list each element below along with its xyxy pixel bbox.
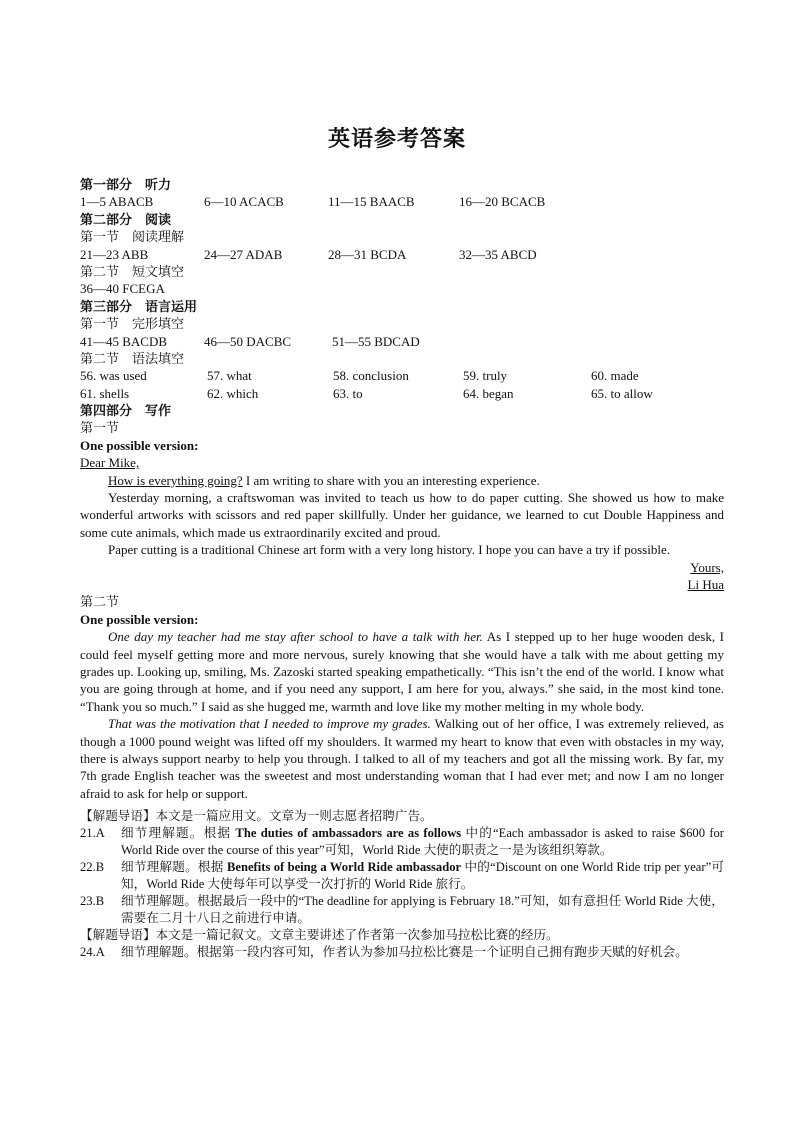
explanations [80, 808, 724, 961]
story-text: As I stepped up to her huge wooden desk, I could feel myself getting more and more nervous, surely knowing that she would have a talk with me about getting my grades up. Looking up, smiling, Ms. Zazoski started speaking empathetically. “This isn’t the end of the world. I know what you are going through at home, and if you need any support, I am here for you, always.” she said, in the most kind tone. “Thank you so much.” I said as she hugged me, warmth and love like my mother melting in my whole body. [80, 629, 724, 714]
explanation-item [80, 859, 724, 893]
explanation-text: 细节理解题。根据第一段内容可知，作者认为参加马拉松比赛是一个证明自己拥有跑步天赋的好机会。 [121, 945, 688, 960]
story-given-sentence: That was the motivation that I needed to improve my grades. [108, 716, 431, 732]
answer-group: 32—35 ABCD [459, 246, 537, 262]
grammar-answer: 58. conclusion [333, 368, 409, 384]
explanation-item [80, 825, 724, 859]
reading-section1-heading: 第一节 阅读理解 [80, 229, 185, 245]
explanation-keyword: Benefits of being a World Ride ambassador [226, 860, 462, 875]
listening-answers [80, 193, 724, 210]
version-label: One possible version: [80, 611, 199, 627]
letter-paragraph [80, 472, 724, 489]
letter-signature: Li Hua [687, 577, 724, 593]
grammar-heading: 第二节 语法填空 [80, 350, 185, 366]
explanation-text [121, 859, 724, 893]
part4-heading: 第四部分 写作 [80, 403, 172, 419]
letter-opening-question: How is everything going? [108, 472, 243, 488]
explanation-text: 细节理解题。根据最后一段中的“The deadline for applying is February 18.”可知，如有意担任 World Ride 大使，需要在二月十八日之前进行申请。 [121, 894, 724, 926]
answer-group: 11—15 BAACB [328, 194, 415, 210]
story-text: Walking out of her office, I was extremely relieved, as though a 1000 pound weight was lifted off my shoulders. It warmed my heart to know that even with obstacles in my way, there is always support nearby to help you through. I talked to all of my teachers and got all the missing work. By far, my 7th grade English teacher was the sweetest and most understanding woman that I had ever met; and now I am no longer afraid to ask for help or support. [80, 716, 724, 801]
writing-section2-heading: 第二节 [80, 594, 120, 610]
answer-group: 28—31 BCDA [328, 246, 407, 262]
writing-section1-heading: 第一节 [80, 420, 120, 436]
explanation-item [80, 944, 724, 961]
grammar-answer: 64. began [463, 385, 514, 401]
answer-group: 16—20 BCACB [459, 194, 546, 210]
part3-heading: 第三部分 语言运用 [80, 298, 198, 314]
answer-group: 46—50 DACBC [204, 333, 292, 349]
answer-sheet [80, 176, 724, 961]
grammar-answer: 63. to [333, 385, 363, 401]
explanation-lead: 细节理解题。根据 [121, 826, 236, 841]
story-given-sentence: One day my teacher had me stay after school to have a talk with her. [108, 629, 483, 645]
reading-section2-heading: 第二节 短文填空 [80, 263, 185, 279]
answer-group: 6—10 ACACB [204, 194, 284, 210]
answer-group: 51—55 BDCAD [332, 333, 420, 349]
explanation-keyword: The duties of ambassadors are as follows [235, 826, 462, 841]
explanation-body: 中的“Each ambassador is asked to raise $600 for World Ride over the course of this year”可知，World Ride 大使的职责之一是为该组织筹款。 [121, 826, 725, 858]
question-number: 21.A [80, 826, 105, 841]
gap-fill-answers: 36—40 FCEGA [80, 281, 165, 297]
guide-note: 【解题导语】本文是一篇记叙文。文章主要讲述了作者第一次参加马拉松比赛的经历。 [80, 928, 559, 943]
version-label: One possible version: [80, 437, 199, 453]
answer-group: 1—5 ABACB [80, 194, 154, 210]
letter-opening-rest: I am writing to share with you an interesting experience. [242, 472, 540, 488]
answer-group: 24—27 ADAB [204, 246, 283, 262]
letter-paragraph: Yesterday morning, a craftswoman was invited to teach us how to do paper cutting. She showed us how to make wonderful artworks with scissors and red paper skillfully. Under her guidance, we learned to cut Double Happiness and some cute animals, which made us extraordinarily excited and proud. [80, 490, 724, 540]
page-title: 英语参考答案 [327, 126, 466, 152]
part1-heading: 第一部分 听力 [80, 177, 172, 192]
grammar-answer: 60. made [591, 368, 639, 384]
grammar-answer: 56. was used [80, 368, 147, 384]
grammar-answer: 65. to allow [591, 385, 653, 401]
letter-closing: Yours, [690, 559, 724, 575]
explanation-lead: 细节理解题。根据 [121, 860, 227, 875]
cloze-answers [80, 333, 724, 350]
grammar-answers-row2 [80, 385, 724, 402]
letter-greeting: Dear Mike, [80, 455, 140, 471]
grammar-answer: 62. which [207, 385, 259, 401]
explanation-body: 中的“Discount on one World Ride trip per year”可知，World Ride 大使每年可以享受一次打折的 World Ride 旅行。 [121, 860, 724, 892]
grammar-answer: 61. shells [80, 385, 130, 401]
story-paragraph [80, 715, 724, 802]
letter-paragraph: Paper cutting is a traditional Chinese art form with a very long history. I hope you can have a try if possible. [108, 542, 670, 558]
answer-group: 41—45 BACDB [80, 333, 168, 349]
cloze-heading: 第一节 完形填空 [80, 316, 185, 332]
question-number: 24.A [80, 945, 105, 960]
answer-group: 21—23 ABB [80, 246, 149, 262]
explanation-text [121, 825, 724, 859]
story-paragraph [80, 628, 724, 715]
part2-heading: 第二部分 阅读 [80, 211, 172, 227]
grammar-answer: 57. what [207, 368, 252, 384]
question-number: 23.B [80, 894, 105, 909]
guide-note: 【解题导语】本文是一篇应用文。文章为一则志愿者招聘广告。 [80, 809, 433, 824]
reading-answers [80, 246, 724, 263]
question-number: 22.B [80, 860, 105, 875]
grammar-answer: 59. truly [463, 368, 508, 384]
grammar-answers-row1 [80, 367, 724, 384]
explanation-item [80, 893, 724, 927]
